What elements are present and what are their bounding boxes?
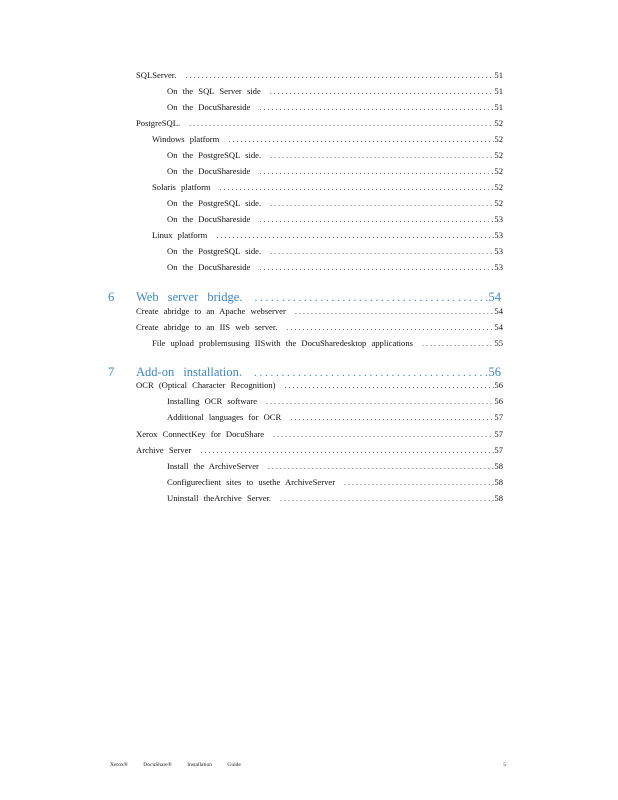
dot-leader	[262, 461, 494, 472]
dot-leader	[183, 118, 494, 129]
toc-entry[interactable]	[167, 477, 503, 488]
toc-entry[interactable]	[167, 396, 503, 407]
toc-entry[interactable]	[167, 214, 503, 225]
toc-entry[interactable]	[167, 198, 503, 209]
toc-entry-title: On the PostgreSQL side.	[167, 150, 262, 160]
dot-leader	[289, 306, 495, 317]
toc-page-number: 56	[494, 380, 503, 390]
dot-leader	[264, 198, 494, 209]
toc-entry-title: Additional languages for OCR	[167, 412, 282, 422]
page-footer	[110, 760, 506, 770]
dot-leader	[264, 86, 495, 97]
toc-entry-title: On the PostgreSQL side.	[167, 246, 262, 256]
toc-entry-title: On the SQL Server side	[167, 86, 261, 96]
toc-entry-title: On the DocuShareside	[167, 102, 251, 112]
toc-entry-title: PostgreSQL.	[136, 118, 181, 128]
toc-entry-title: Create abridge to an IIS web server.	[136, 322, 278, 332]
toc-page-number: 53	[494, 246, 503, 256]
dot-leader	[253, 214, 494, 225]
dot-leader	[246, 365, 489, 381]
toc-entry-title: Install the ArchiveServer	[167, 461, 259, 471]
toc-page-number: 56	[494, 396, 503, 406]
toc-chapter-heading[interactable]	[108, 364, 501, 380]
toc-page-number: 51	[494, 86, 503, 96]
toc-entry[interactable]	[136, 70, 503, 81]
dot-leader	[416, 338, 494, 349]
dot-leader	[264, 246, 494, 257]
toc-entry[interactable]	[167, 102, 503, 113]
toc-page-number: 52	[494, 166, 503, 176]
toc-entry[interactable]	[152, 338, 503, 349]
chapter-number: 7	[108, 365, 115, 379]
toc-page-number: 52	[494, 150, 503, 160]
toc-entry-title: SQLServer.	[136, 70, 177, 80]
toc-page-number: 56	[488, 365, 501, 379]
toc-page-number: 52	[494, 134, 503, 144]
dot-leader	[338, 477, 494, 488]
toc-entry[interactable]	[136, 306, 503, 317]
toc-page-number: 54	[488, 290, 501, 304]
toc-entry[interactable]	[136, 429, 503, 440]
toc-entry-title: Web server bridge.	[136, 290, 243, 304]
toc-page-number: 58	[494, 461, 503, 471]
toc-entry[interactable]	[167, 262, 503, 273]
toc-entry-title: Linux platform	[152, 230, 208, 240]
footer-page-number: 5	[503, 762, 506, 768]
dot-leader	[179, 70, 494, 81]
toc-entry[interactable]	[152, 182, 503, 193]
toc-entry-title: Solaris platform	[152, 182, 211, 192]
toc-entry[interactable]	[167, 86, 503, 97]
dot-leader	[253, 166, 494, 177]
toc-page-number: 51	[494, 102, 503, 112]
toc-chapter-heading[interactable]	[108, 289, 501, 305]
dot-leader	[264, 150, 494, 161]
toc-page-number: 55	[494, 338, 503, 348]
toc-entry-title: Archive Server	[136, 445, 192, 455]
toc-entry[interactable]	[136, 322, 503, 333]
toc-entry[interactable]	[167, 150, 503, 161]
dot-leader	[274, 493, 494, 504]
toc-page-number: 52	[494, 118, 503, 128]
toc-page-number: 52	[494, 198, 503, 208]
footer-title: Xerox® DocuShare® Installation Guide	[110, 762, 241, 768]
toc-entry[interactable]	[167, 166, 503, 177]
dot-leader	[214, 182, 495, 193]
toc-entry-title: File upload problemsusing IISwith the DocuSharedesktop applications	[152, 338, 413, 348]
toc-entry[interactable]	[167, 412, 503, 423]
toc-page-number: 53	[494, 262, 503, 272]
dot-leader	[267, 429, 494, 440]
toc-page-number: 57	[494, 412, 503, 422]
toc-entry-title: Windows platform	[152, 134, 220, 144]
toc-entry-title: On the DocuShareside	[167, 166, 251, 176]
dot-leader	[260, 396, 494, 407]
toc-page-number: 51	[494, 70, 503, 80]
toc-page-number: 58	[494, 477, 503, 487]
dot-leader	[253, 102, 494, 113]
toc-entry-title: On the DocuShareside	[167, 262, 251, 272]
toc-page-number: 53	[494, 214, 503, 224]
dot-leader	[222, 134, 494, 145]
toc-entry[interactable]	[136, 380, 503, 391]
toc-entry[interactable]	[152, 134, 503, 145]
toc-entry[interactable]	[167, 246, 503, 257]
toc-entry-title: On the DocuShareside	[167, 214, 251, 224]
toc-entry-title: Add-on installation.	[136, 365, 242, 379]
dot-leader	[194, 445, 494, 456]
dot-leader	[284, 412, 494, 423]
toc-page-number: 57	[494, 429, 503, 439]
dot-leader	[246, 290, 488, 306]
toc-page-number: 54	[494, 306, 503, 316]
toc-page-number: 53	[494, 230, 503, 240]
dot-leader	[253, 262, 494, 273]
chapter-number: 6	[108, 290, 115, 304]
toc-entry-title: OCR (Optical Character Recognition)	[136, 380, 276, 390]
toc-entry[interactable]	[167, 461, 503, 472]
toc-entry[interactable]	[152, 230, 503, 241]
dot-leader	[279, 380, 495, 391]
toc-entry-title: Create abridge to an Apache webserver	[136, 306, 286, 316]
toc-entry[interactable]	[167, 493, 503, 504]
toc-page-number: 57	[494, 445, 503, 455]
toc-entry[interactable]	[136, 445, 503, 456]
toc-page-number: 54	[494, 322, 503, 332]
toc-page-number: 52	[494, 182, 503, 192]
dot-leader	[280, 322, 494, 333]
toc-entry-title: Uninstall theArchive Server.	[167, 493, 272, 503]
toc-entry-title: Configureclient sites to usethe ArchiveServer	[167, 477, 336, 487]
toc-entry-title: Xerox ConnectKey for DocuShare	[136, 429, 265, 439]
toc-entry[interactable]	[136, 118, 503, 129]
toc-page-number: 58	[494, 493, 503, 503]
toc-entry-title: On the PostgreSQL side.	[167, 198, 262, 208]
dot-leader	[210, 230, 494, 241]
toc-entry-title: Installing OCR software	[167, 396, 258, 406]
